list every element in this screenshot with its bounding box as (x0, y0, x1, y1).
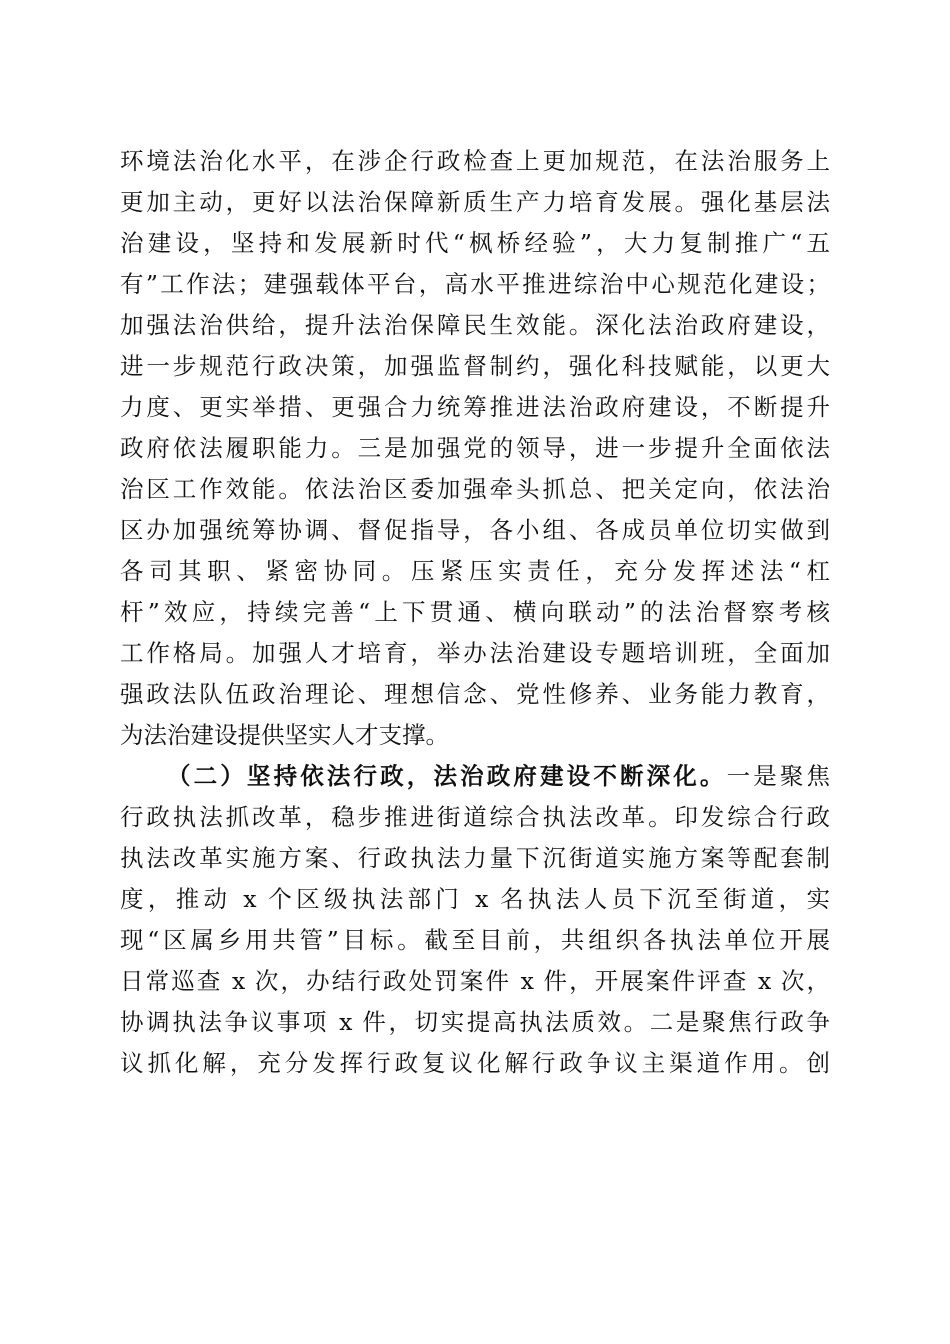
document-body (120, 141, 830, 1084)
paragraph-line: 各司其职、紧密协同。压紧压实责任，充分发挥述法“杠 (120, 557, 830, 585)
paragraph-line: 议抓化解，充分发挥行政复议化解行政争议主渠道作用。创 (120, 1049, 830, 1077)
paragraph-line: 区办加强统筹协调、督促指导，各小组、各成员单位切实做到 (120, 516, 830, 544)
paragraph-line: 执法改革实施方案、行政执法力量下沉街道实施方案等配套制 (120, 844, 830, 872)
paragraph-line: 政府依法履职能力。三是加强党的领导，进一步提升全面依法 (120, 434, 830, 462)
paragraph-line: 工作格局。加强人才培育，举办法治建设专题培训班，全面加 (120, 639, 830, 667)
paragraph-line: 协调执法争议事项 x 件，切实提高执法质效。二是聚焦行政争 (120, 1008, 830, 1036)
paragraph-line: 现“区属乡用共管”目标。截至目前，共组织各执法单位开展 (120, 926, 830, 954)
paragraph-line: 日常巡查 x 次，办结行政处罚案件 x 件，开展案件评查 x 次， (120, 967, 830, 995)
paragraph-line: 环境法治化水平，在涉企行政检查上更加规范，在法治服务上 (120, 147, 830, 175)
paragraph-line: 更加主动，更好以法治保障新质生产力培育发展。强化基层法 (120, 188, 830, 216)
paragraph-line: 行政执法抓改革，稳步推进街道综合执法改革。印发综合行政 (120, 803, 830, 831)
paragraph-line: 度，推动 x 个区级执法部门 x 名执法人员下沉至街道，实 (120, 885, 830, 913)
paragraph-line: 治建设，坚持和发展新时代“枫桥经验”，大力复制推广“五 (120, 229, 830, 257)
paragraph-line: 治区工作效能。依法治区委加强牵头抓总、把关定向，依法治 (120, 475, 830, 503)
paragraph-line: 有”工作法；建强载体平台，高水平推进综治中心规范化建设； (120, 270, 830, 298)
paragraph-line: 为法治建设提供坚实人才支撑。 (120, 721, 449, 749)
paragraph-line: 进一步规范行政决策，加强监督制约，强化科技赋能，以更大 (120, 352, 830, 380)
paragraph-line: 加强法治供给，提升法治保障民生效能。深化法治政府建设， (120, 311, 830, 339)
section-heading-line (120, 756, 830, 797)
paragraph-line: 强政法队伍政治理论、理想信念、党性修养、业务能力教育， (120, 680, 830, 708)
paragraph-line: 杆”效应，持续完善“上下贯通、横向联动”的法治督察考核 (120, 598, 830, 626)
section-heading: （二）坚持依法行政，法治政府建设不断深化。 (167, 762, 727, 790)
heading-line-rest: 一是聚焦 (726, 762, 830, 790)
paragraph-line: 力度、更实举措、更强合力统筹推进法治政府建设，不断提升 (120, 393, 830, 421)
